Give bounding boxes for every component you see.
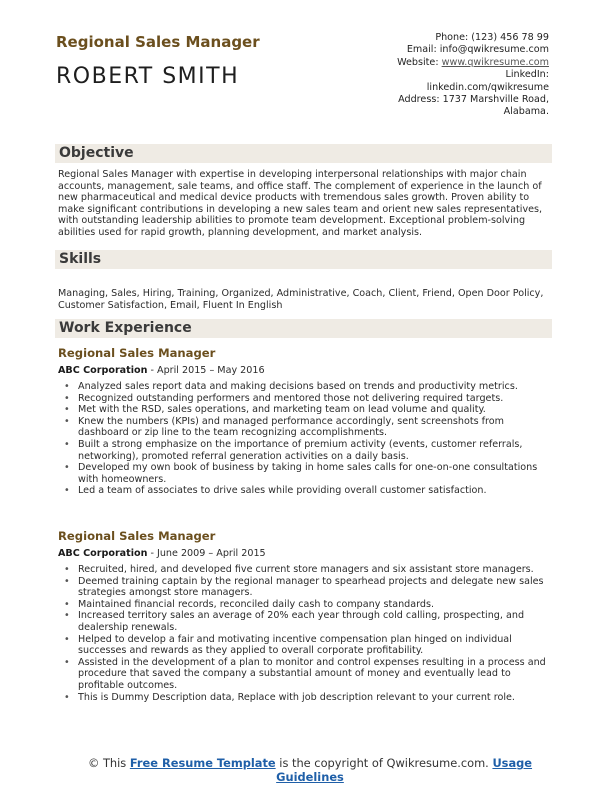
skills-section-bar [55,250,552,269]
contact-website [289,57,549,69]
job-2-bullet-1: • Recruited, hired, and developed five current store managers and six assistant store managers. [64,564,548,576]
job-1-bullet-7: • Led a team of associates to drive sales while providing overall customer satisfaction. [64,485,548,497]
candidate-name: ROBERT SMITH [56,64,240,89]
free-resume-template-link[interactable]: Free Resume Template [129,756,276,770]
job-1-bullet-4: • Knew the numbers (KPIs) and managed performance accordingly, sent screenshots from dashboard or zip line to the team recognizing accomplishments. [64,416,548,439]
job-2-bullet-2: • Deemed training captain by the regional manager to spearhead projects and delegate new sales strategies amongst store managers. [64,576,548,599]
job-2-company-line [58,548,266,559]
job-1-company-line [58,365,265,376]
website-link[interactable]: www.qwikresume.com [441,56,549,68]
experience-heading: Work Experience [59,320,192,336]
job-2-title: Regional Sales Manager [58,529,216,543]
job-1-bullet-6: • Developed my own book of business by taking in home sales calls for one-on-one consultations with homeowners. [64,462,548,485]
job-1-bullet-5: • Built a strong emphasize on the importance of premium activity (events, customer referrals, networking), promoted referral generation activities on a daily basis. [64,439,548,462]
contact-linkedin-value: linkedin.com/qwikresume [426,81,549,93]
header-job-title: Regional Sales Manager [56,33,260,51]
contact-email: Email: info@qwikresume.com [406,44,549,56]
contact-linkedin-label: LinkedIn: [505,69,549,81]
contact-phone: Phone: (123) 456 78 99 [435,32,549,43]
skills-text: Managing, Sales, Hiring, Training, Organized, Administrative, Coach, Client, Friend, Open Door Policy, Customer Satisfaction, Email, Fluent In English [58,288,544,311]
job-1-bullets [64,381,548,497]
job-2-dates: - June 2009 – April 2015 [147,548,266,559]
job-2-bullet-3: • Maintained financial records, reconciled daily cash to company standards. [64,599,548,611]
objective-text: Regional Sales Manager with expertise in developing interpersonal relationships with major chain accounts, management, sale teams, and office staff. The complement of experience in the launch of new pharmaceutical and medical device products with tremendous sales growth. Proven ability to make significant contributions in developing a new sales team and orient new sales representatives, with outstanding leadership abilities to promote team development. Exceptional problem-solving abilities used for rapid growth, planning development, and market analysis. [58,169,543,238]
job-1-company: ABC Corporation [58,365,148,376]
job-1-bullet-3: • Met with the RSD, sales operations, and marketing team on lead volume and quality. [64,404,548,416]
job-2-bullet-7: • This is Dummy Description data, Replace with job description relevant to your current role. [64,692,548,704]
website-label: Website: [397,56,442,68]
job-1-bullet-2: • Recognized outstanding performers and mentored those not delivering required targets. [64,393,548,405]
contact-address-line2: Alabama. [503,106,549,118]
job-2-bullet-6: • Assisted in the development of a plan to monitor and control expenses resulting in a process and procedure that saved the company a substantial amount of money and eventually lead to profitable outcomes. [64,657,548,692]
job-1-title: Regional Sales Manager [58,346,216,360]
job-2-bullet-4: • Increased territory sales an average of 20% each year through cold calling, prospecting, and dealership renewals. [64,610,548,633]
job-1-bullet-1: • Analyzed sales report data and making decisions based on trends and productivity metrics. [64,381,548,393]
objective-heading: Objective [59,145,134,161]
usage-guidelines-link[interactable]: Usage Guidelines [276,756,533,784]
footer-prefix: © This [87,756,130,770]
skills-heading: Skills [59,251,102,267]
job-2-company: ABC Corporation [58,548,148,559]
job-1-dates: - April 2015 – May 2016 [147,365,265,376]
footer-middle: is the copyright of Qwikresume.com. [275,756,493,770]
footer [80,757,540,784]
job-2-bullet-5: • Helped to develop a fair and motivating incentive compensation plan hinged on individual successes and rewards as they applied to overall corporate profitability. [64,634,548,657]
job-2-bullets [64,564,548,703]
contact-block [289,32,549,119]
contact-address-line1: Address: 1737 Marshville Road, [398,94,549,106]
